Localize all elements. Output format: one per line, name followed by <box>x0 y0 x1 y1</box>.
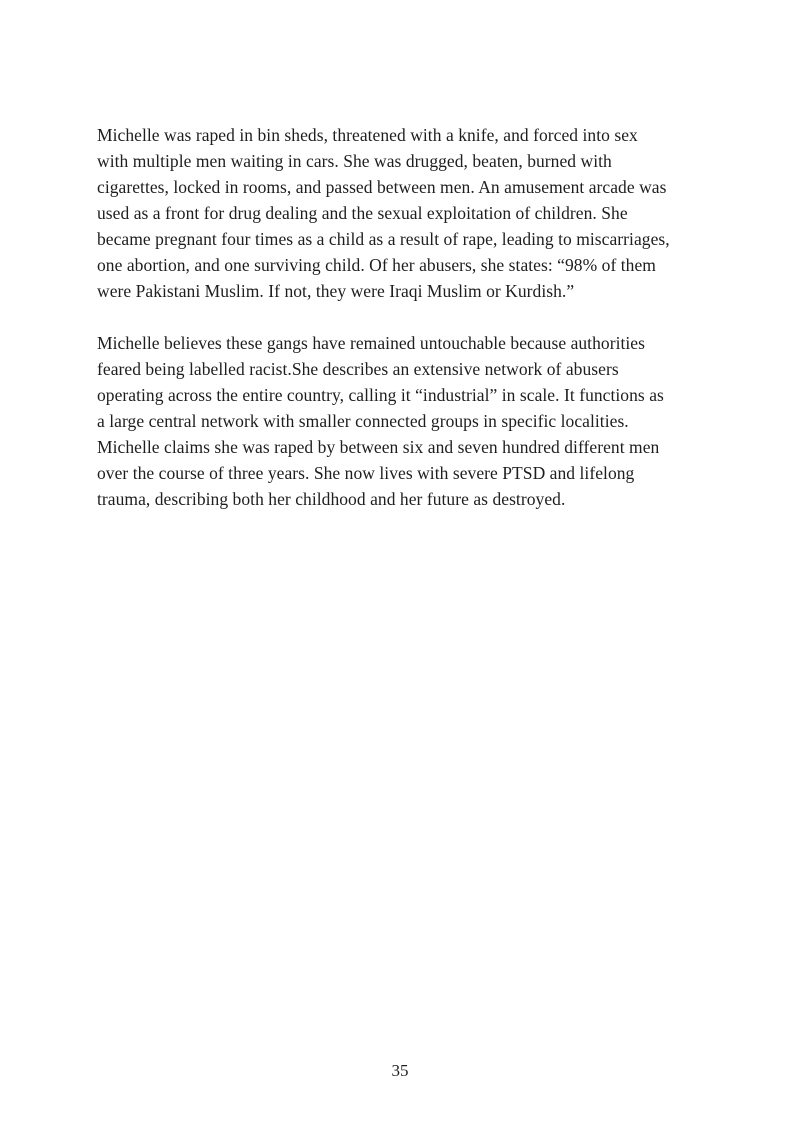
text-line: Michelle claims she was raped by between six and seven hundred different men <box>97 437 660 457</box>
text-line: with multiple men waiting in cars. She was drugged, beaten, burned with <box>97 151 612 171</box>
paragraph-1 <box>97 122 707 304</box>
text-line: trauma, describing both her childhood and her future as destroyed. <box>97 489 566 509</box>
text-line: used as a front for drug dealing and the sexual exploitation of children. She <box>97 203 628 223</box>
text-line: one abortion, and one surviving child. Of her abusers, she states: “98% of them <box>97 255 656 275</box>
text-line: became pregnant four times as a child as a result of rape, leading to miscarriages, <box>97 229 670 249</box>
text-line: Michelle was raped in bin sheds, threatened with a knife, and forced into sex <box>97 125 638 145</box>
text-line: cigarettes, locked in rooms, and passed between men. An amusement arcade was <box>97 177 667 197</box>
text-line: feared being labelled racist.She describes an extensive network of abusers <box>97 359 619 379</box>
page-number: 35 <box>391 1061 409 1080</box>
text-line: Michelle believes these gangs have remained untouchable because authorities <box>97 333 645 353</box>
body-text <box>97 122 707 512</box>
text-line: operating across the entire country, calling it “industrial” in scale. It functions as <box>97 385 664 405</box>
paragraph-2 <box>97 330 707 512</box>
text-line: were Pakistani Muslim. If not, they were Iraqi Muslim or Kurdish.” <box>97 281 575 301</box>
text-line: a large central network with smaller connected groups in specific localities. <box>97 411 629 431</box>
text-line: over the course of three years. She now lives with severe PTSD and lifelong <box>97 463 635 483</box>
